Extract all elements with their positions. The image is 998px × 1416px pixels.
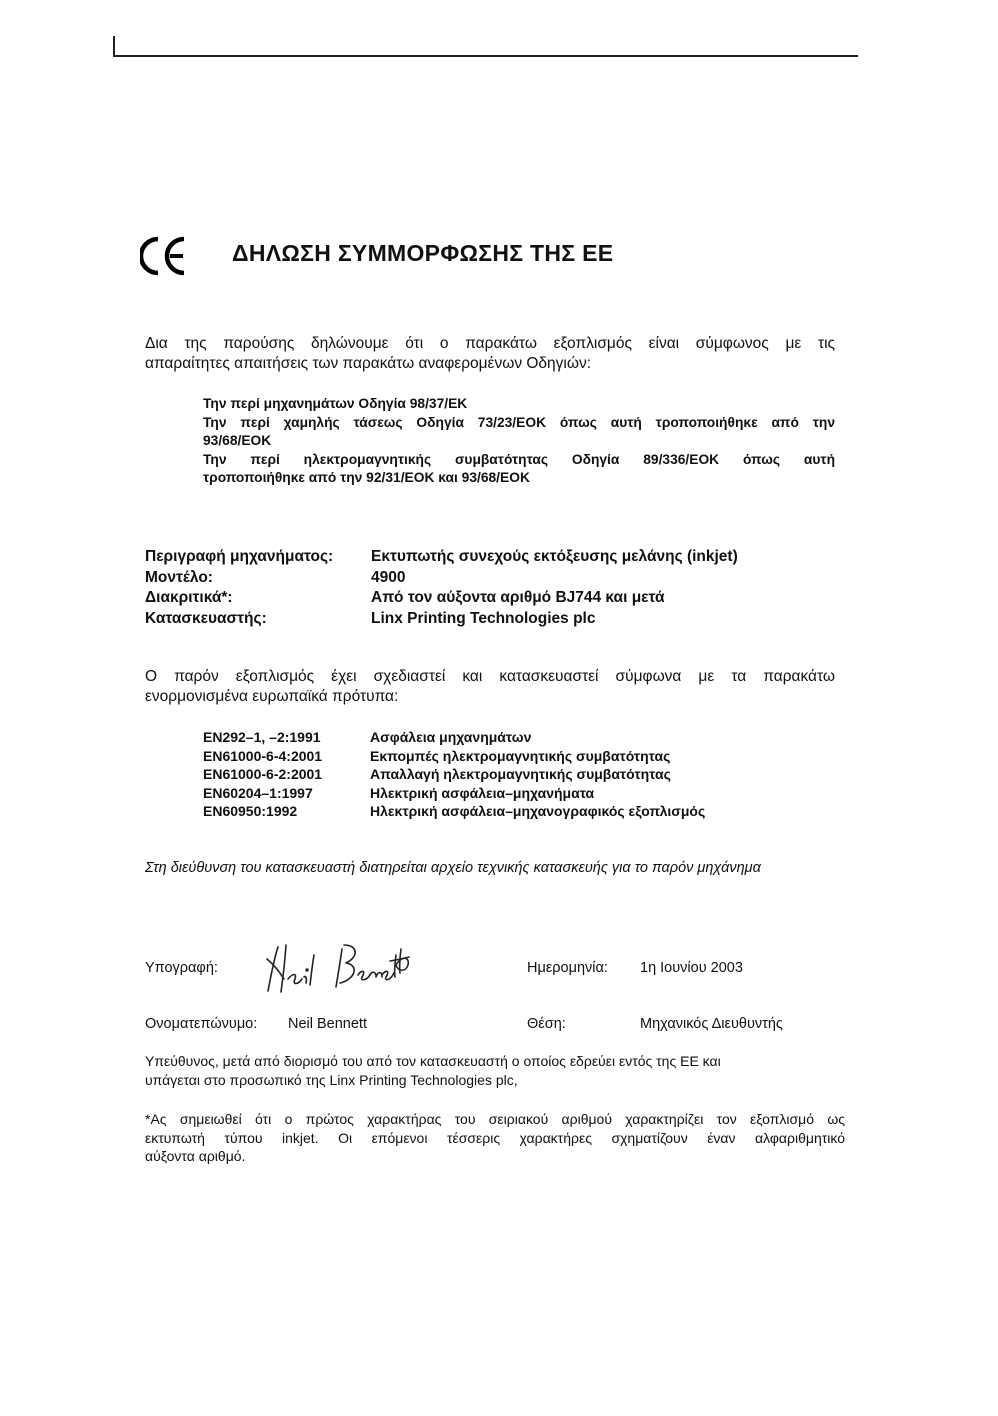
spec-label: Μοντέλο: (145, 568, 213, 586)
standards-list (203, 728, 843, 821)
date-value: 1η Ιουνίου 2003 (640, 960, 743, 976)
date-label: Ημερομηνία: (527, 960, 608, 976)
spec-label: Διακριτικά*: (145, 589, 233, 606)
standard-desc: Απαλλαγή ηλεκτρομαγνητικής συμβατότητας (370, 766, 671, 782)
signature-label: Υπογραφή: (145, 960, 218, 976)
standard-desc: Ηλεκτρική ασφάλεια–μηχανήματα (370, 784, 595, 801)
directive-low-voltage-cont: 93/68/ΕΟΚ (203, 433, 272, 448)
spec-row-model (145, 568, 845, 589)
standard-row (203, 802, 843, 821)
standard-code: EN60950:1992 (203, 803, 298, 819)
serial-footnote (145, 1110, 845, 1166)
spec-value: Εκτυπωτής συνεχούς εκτόξευσης μελάνης (inkjet) (371, 548, 738, 565)
technical-file-note: Στη διεύθυνση του κατασκευαστή διατηρείται αρχείο τεχνικής κατασκευής για το παρόν μηχάνημα (145, 860, 761, 876)
spec-value: 4900 (371, 568, 406, 586)
footnote-line: *Ας σημειωθεί ότι ο πρώτος χαρακτήρας του σειριακού αριθμού χαρακτηρίζει τον εξοπλισμό ως (145, 1111, 845, 1127)
standard-row (203, 728, 843, 747)
intro-line: Δια της παρούσης δηλώνουμε ότι ο παρακάτω εξοπλισμός είναι σύμφωνος με τις (145, 335, 835, 352)
standard-code: EN61000-6-2:2001 (203, 766, 323, 782)
header-rule-vertical (113, 36, 115, 56)
intro-paragraph (145, 334, 835, 374)
standard-desc: Ασφάλεια μηχανημάτων (370, 729, 532, 745)
standards-intro-paragraph (145, 667, 835, 707)
standard-code: EN60204–1:1997 (203, 784, 313, 801)
standard-row (203, 784, 843, 803)
standard-desc: Εκπομπές ηλεκτρομαγνητικής συμβατότητας (370, 747, 671, 764)
spec-label: Κατασκευαστής: (145, 609, 267, 627)
position-label: Θέση: (527, 1016, 566, 1032)
directive-emc: Την περί ηλεκτρομαγνητικής συμβατότητας Οδηγία 89/336/ΕΟΚ όπως αυτή (203, 451, 835, 467)
standard-code: EN292–1, –2:1991 (203, 729, 321, 745)
standard-row (203, 747, 843, 766)
spec-label: Περιγραφή μηχανήματος: (145, 548, 334, 565)
footnote-line: εκτυπωτή τύπου inkjet. Οι επόμενοι τέσσερις χαρακτήρες σχηματίζουν έναν αλφαριθμητικό (145, 1129, 845, 1146)
handwritten-signature (262, 935, 414, 997)
header-rule-horizontal (113, 55, 858, 57)
standard-code: EN61000-6-4:2001 (203, 747, 323, 764)
spec-row-manufacturer (145, 609, 845, 630)
ce-mark-icon (140, 236, 188, 276)
machine-spec (145, 547, 845, 629)
page-title: ΔΗΛΩΣΗ ΣΥΜΜΟΡΦΩΣΗΣ ΤΗΣ ΕΕ (232, 240, 614, 266)
responsible-note (145, 1052, 845, 1089)
spec-row-description (145, 547, 845, 568)
directive-low-voltage: Την περί χαμηλής τάσεως Οδηγία 73/23/ΕΟΚ όπως αυτή τροποποιήθηκε από την (203, 414, 835, 430)
standards-intro-line: ενορμονισμένα ευρωπαϊκά πρότυπα: (145, 688, 399, 705)
spec-row-features (145, 588, 845, 609)
responsible-line: Υπεύθυνος, μετά από διορισμό του από τον κατασκευαστή ο οποίος εδρεύει εντός της ΕΕ και (145, 1053, 721, 1069)
name-label: Ονοματεπώνυμο: (145, 1016, 258, 1032)
directives-list (203, 395, 835, 488)
standards-intro-line: Ο παρόν εξοπλισμός έχει σχεδιαστεί και κατασκευαστεί σύμφωνα με τα παρακάτω (145, 668, 835, 685)
position-value: Μηχανικός Διευθυντής (640, 1016, 783, 1032)
footnote-line: αύξοντα αριθμό. (145, 1148, 246, 1164)
responsible-line: υπάγεται στο προσωπικό της Linx Printing Technologies plc, (145, 1071, 518, 1088)
intro-line: απαραίτητες απαιτήσεις των παρακάτω αναφερομένων Οδηγιών: (145, 355, 592, 372)
standard-desc: Ηλεκτρική ασφάλεια–μηχανογραφικός εξοπλισμός (370, 803, 706, 819)
spec-value: Linx Printing Technologies plc (371, 609, 596, 627)
name-value: Neil Bennett (288, 1016, 367, 1032)
spec-value: Από τον αύξοντα αριθμό BJ744 και μετά (371, 589, 665, 606)
standard-row (203, 765, 843, 784)
directive-emc-cont: τροποποιήθηκε από την 92/31/ΕΟΚ και 93/68/ΕΟΚ (203, 470, 530, 485)
directive-machinery: Την περί μηχανημάτων Οδηγία 98/37/ΕΚ (203, 396, 468, 411)
